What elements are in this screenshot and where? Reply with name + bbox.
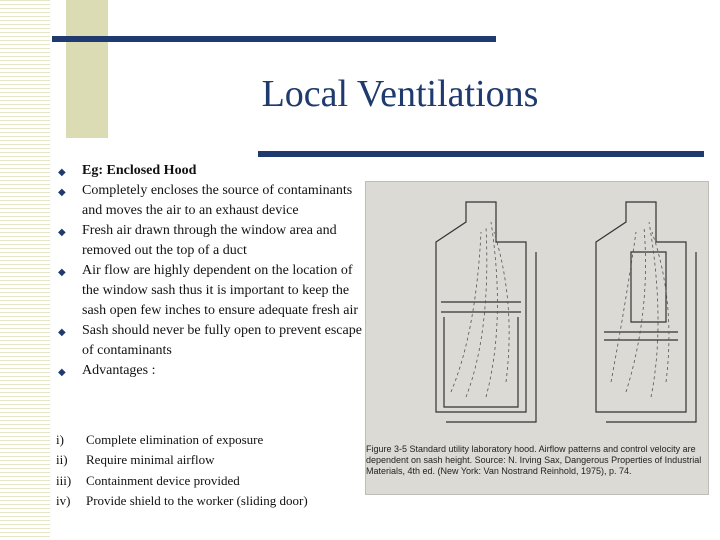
advantage-item: ii) Require minimal airflow — [56, 452, 215, 467]
title-rule-top — [52, 36, 496, 42]
bullet-item: ◆ Eg: Enclosed Hood — [56, 161, 366, 181]
advantage-item: iv) Provide shield to the worker (sliding door) — [56, 493, 308, 508]
bullet-item: ◆ Fresh air drawn through the window area and removed out the top of a duct — [58, 223, 337, 258]
title-rule-bottom — [258, 151, 704, 157]
page-title: Local Ventilations — [261, 73, 539, 115]
bullet-item: ◆ Completely encloses the source of contaminants and moves the air to an exhaust device — [58, 183, 353, 218]
bullet-diamond-icon: ◆ — [58, 367, 66, 378]
bullet-list — [56, 161, 366, 381]
decorative-stripe — [0, 0, 50, 540]
bullet-diamond-icon: ◆ — [58, 267, 66, 278]
advantage-item: iii) Containment device provided — [56, 473, 240, 488]
bullet-diamond-icon: ◆ — [58, 227, 66, 238]
bullet-item: ◆ Advantages : — [56, 361, 366, 381]
bullet-item: ◆ Sash should never be fully open to prevent escape of contaminants — [58, 323, 362, 358]
bullet-item: ◆ Air flow are highly dependent on the location of the window sash thus it is important to keep the sash open few inches to ensure adequate fresh air — [58, 263, 359, 318]
bullet-diamond-icon: ◆ — [58, 167, 66, 178]
bullet-diamond-icon: ◆ — [58, 187, 66, 198]
bullet-diamond-icon: ◆ — [58, 327, 66, 338]
figure-caption: Figure 3-5 Standard utility laboratory hood. Airflow patterns and control velocity are dependent on sash height. Source: N. Irving Sax, Dangerous Properties of Industrial Materials, 4th ed. (New York: Van Nostrand Reinhold, 1975), p. 74. — [366, 444, 702, 476]
hood-diagram-icon — [366, 182, 708, 442]
advantage-item: i) Complete elimination of exposure — [56, 432, 264, 447]
decorative-block — [66, 0, 108, 138]
